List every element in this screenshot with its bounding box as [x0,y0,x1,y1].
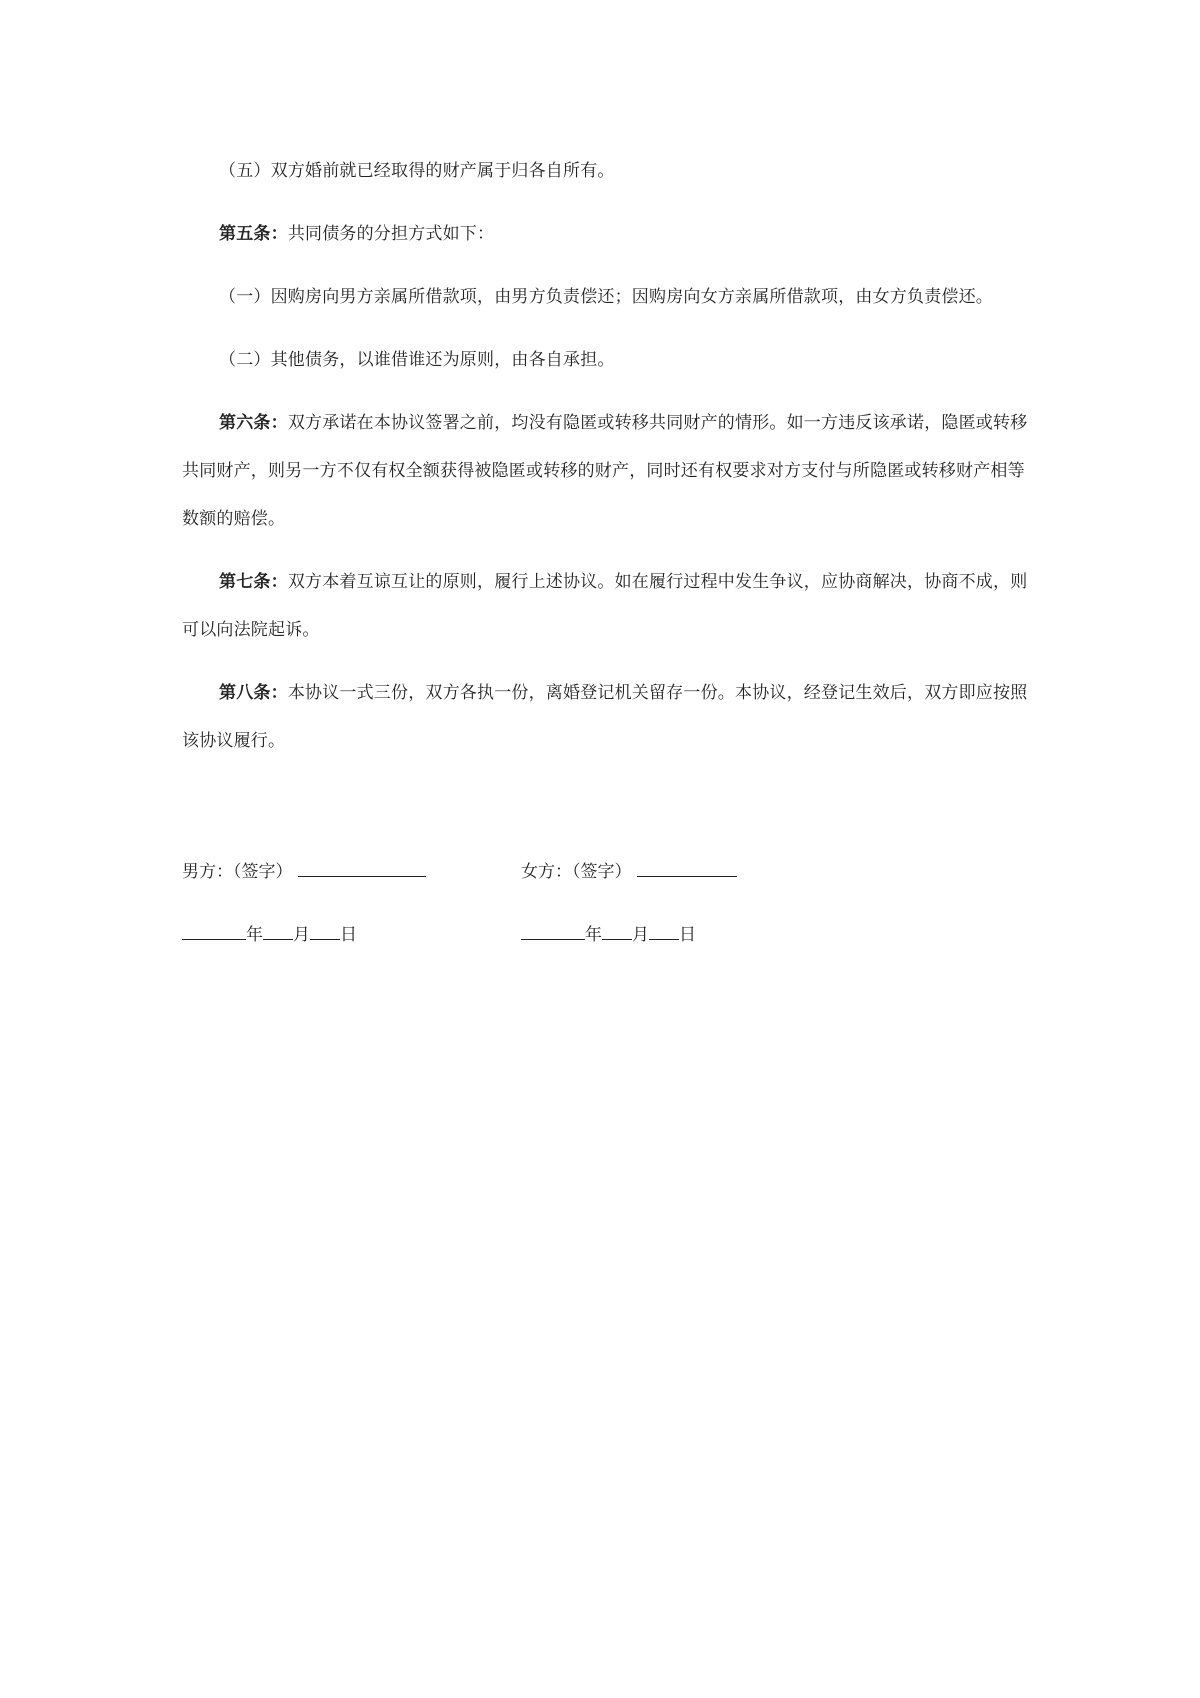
female-month-label: 月 [632,925,649,945]
property-item-5: （五）双方婚前就已经取得的财产属于归各自所有。 [219,161,615,181]
male-month-label: 月 [293,925,310,945]
article-5 [182,210,1030,258]
article-8 [182,669,1030,765]
article-8-label: 第八条： [219,683,288,703]
male-signature-label: 男方：（签字） [182,862,293,882]
male-signature [182,856,426,887]
article-7-label: 第七条： [219,572,288,592]
article-8-text: 本协议一式三份，双方各执一份，离婚登记机关留存一份。本协议，经登记生效后，双方即应按照该协议履行。 [182,683,1028,751]
female-day-label: 日 [679,925,696,945]
female-year-line[interactable] [521,919,585,940]
male-month-line[interactable] [263,919,293,940]
article-5-label: 第五条： [219,224,288,244]
female-signature-line[interactable] [637,856,737,877]
male-signature-line[interactable] [298,856,426,877]
signature-row [182,856,1030,886]
female-month-line[interactable] [602,919,632,940]
female-signature-label: 女方：（签字） [521,862,632,882]
male-year-line[interactable] [182,919,246,940]
article-6-label: 第六条： [219,413,288,433]
debt-item-2: （二）其他债务，以谁借谁还为原则，由各自承担。 [219,350,615,370]
male-date [182,919,357,950]
article-7-text: 双方本着互谅互让的原则，履行上述协议。如在履行过程中发生争议，应协商解决，协商不成，则可以向法院起诉。 [182,572,1028,640]
article-5-text: 共同债务的分担方式如下： [287,224,495,244]
male-year-label: 年 [246,925,263,945]
article-6-text: 双方承诺在本协议签署之前，均没有隐匿或转移共同财产的情形。如一方违反该承诺，隐匿或转移共同财产，则另一方不仅有权全额获得被隐匿或转移的财产，同时还有权要求对方支付与所隐匿或转移财产相等数额的赔偿。 [182,413,1028,529]
female-signature [521,856,737,887]
female-year-label: 年 [585,925,602,945]
article-7 [182,558,1030,654]
female-date [521,919,696,950]
male-day-line[interactable] [310,919,340,940]
article-6 [182,399,1030,543]
male-day-label: 日 [340,925,357,945]
date-row [182,919,1030,949]
debt-item-1: （一）因购房向男方亲属所借款项，由男方负责偿还；因购房向女方亲属所借款项，由女方负责偿还。 [219,287,993,307]
female-day-line[interactable] [649,919,679,940]
